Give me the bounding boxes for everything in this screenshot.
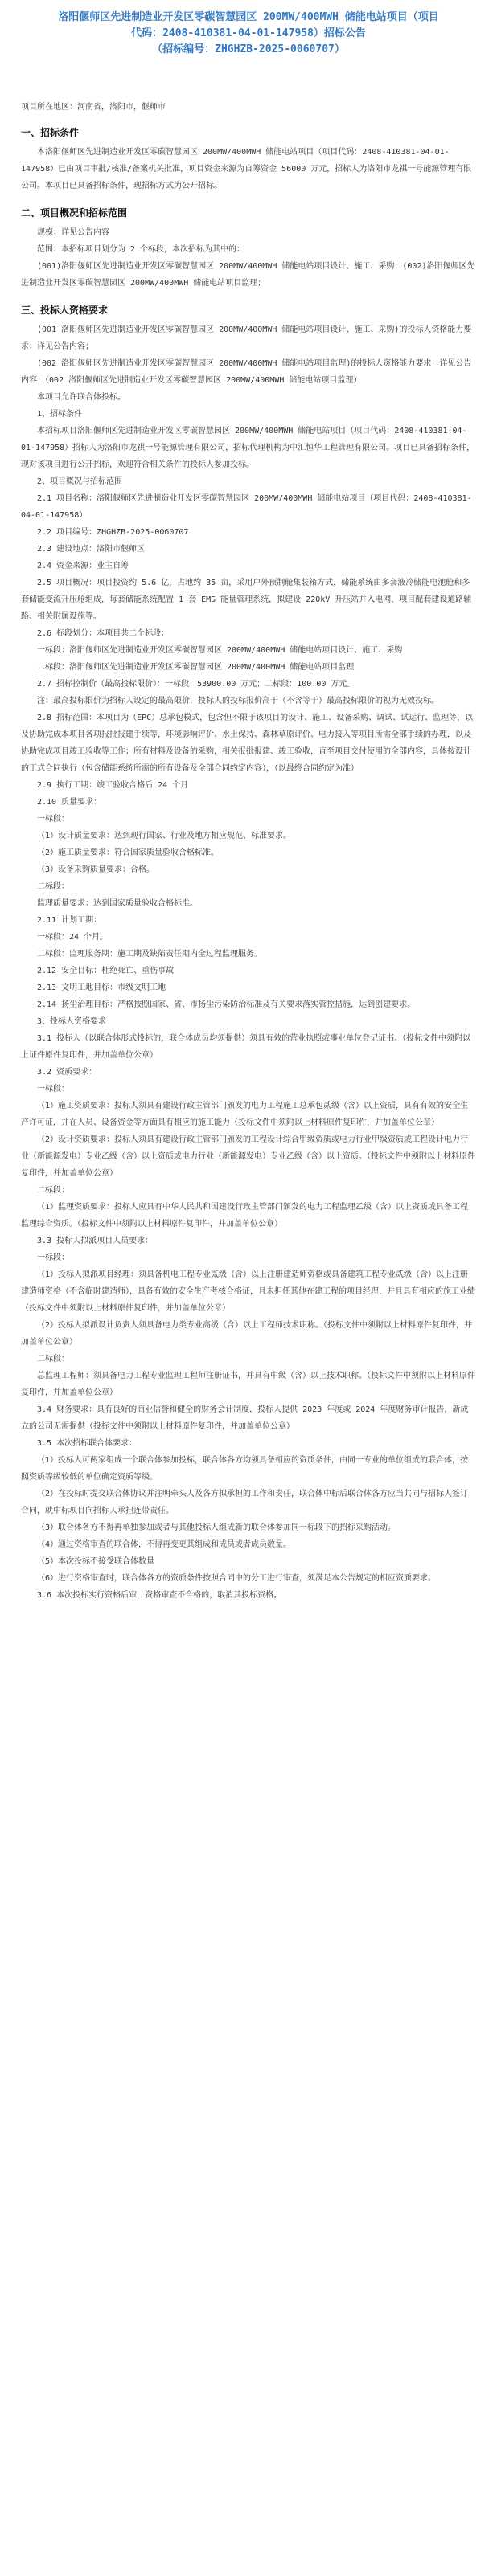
section-paragraph: 3、投标人资格要求	[37, 1017, 107, 1026]
section-paragraph: 3.2 资质要求：	[37, 1068, 97, 1077]
announcement-body	[21, 125, 476, 1604]
section-paragraph: 2.3 建设地点：洛阳市偃师区	[37, 545, 146, 554]
section-paragraph: 1、招标条件	[37, 410, 83, 419]
section-heading: 一、招标条件	[21, 127, 80, 138]
section-paragraph: 3.3 投标人拟派项目人员要求：	[37, 1237, 154, 1245]
project-location	[21, 101, 476, 114]
section-paragraph: （1）投标人可两家组成一个联合体参加投标，联合体各方均须具备相应的资质条件，由同一专业的单位组成的联合体，按照资质等级较低的单位确定资质等级。	[21, 1456, 469, 1482]
section-paragraph: 规模：详见公告内容	[37, 228, 109, 237]
title-line-1: 洛阳偃师区先进制造业开发区零碳智慧园区 200MW/400MWH 储能电站项目（项目	[58, 11, 439, 23]
section-paragraph: 2.12 安全目标：杜绝死亡、重伤事故	[37, 967, 175, 975]
section-paragraph: 2.2 项目编号：ZHGHZB-2025-0060707	[37, 528, 189, 537]
section-paragraph: 3.1 投标人（以联合体形式投标的，联合体成员均须提供）须具有效的营业执照或事业单位登记证书。（投标文件中须附以上证件原件复印件，并加盖单位公章）	[21, 1034, 471, 1060]
section-paragraph: （2）在投标时提交联合体协议并注明牵头人及各方拟承担的工作和责任，联合体中标后联合体各方应当共同与招标人签订合同，就中标项目向招标人承担连带责任。	[21, 1490, 469, 1515]
location-value: 河南省，洛阳市，偃师市	[77, 103, 166, 112]
section-paragraph: 3.6 本次投标实行资格后审，资格审查不合格的，取消其投标资格。	[37, 1591, 282, 1600]
section-heading: 三、投标人资格要求	[21, 305, 109, 316]
section-paragraph: 二标段：	[37, 1355, 69, 1364]
section-paragraph: 本招标项目洛阳偃师区先进制造业开发区零碳智慧园区 200MW/400MWH 储能电站项目（项目代码：2408-410381-04-01-147958）招标人为洛阳市龙祺一号能源管理有限公司，招标代理机构为中汇恒华工程管理有限公司。项目已具备招标条件，现对该项目进行公开招标，欢迎符合相关条件的投标人参加投标。	[21, 427, 475, 469]
section-paragraph: (002 洛阳偃师区先进制造业开发区零碳智慧园区 200MW/400MWH 储能电站项目监理)的投标人资格能力要求：详见公告内容；（002 洛阳偃师区先进制造业开发区零碳智慧园区 200MW/400MWH 储能电站项目监理）	[21, 359, 472, 385]
section-paragraph: 3.5 本次招标联合体要求：	[37, 1439, 138, 1448]
section-paragraph: 2.4 资金来源：业主自筹	[37, 562, 129, 570]
section-paragraph: 2.5 项目概况：项目投资约 5.6 亿，占地约 35 亩，采用户外预制舱集装箱方式，储能系统由多套液冷储能电池舱和多套储能变流升压舱组成，每套储能系统配置 1 套 EMS 能量管理系统，拟建设 220kV 升压站并入电网，项目配套建设道路辅路、相关附属设施等。	[21, 579, 472, 621]
section-paragraph: （6）进行资格审查时，联合体各方的资质条件按照合同中的分工进行审查，须满足本公告规定的相应资质要求。	[37, 1574, 437, 1583]
section-paragraph: （3）设备采购质量要求：合格。	[37, 865, 155, 874]
section-paragraph: 二标段：监理服务期：施工期及缺陷责任期内全过程监理服务。	[37, 950, 262, 959]
section-paragraph: (001)洛阳偃师区先进制造业开发区零碳智慧园区 200MW/400MWH 储能电站项目设计、施工、采购；(002)洛阳偃师区先进制造业开发区零碳智慧园区 200MW/400MWH 储能电站项目监理；	[21, 262, 475, 288]
section-paragraph: （2）投标人拟派设计负责人须具备电力类专业高级（含）以上工程师技术职称。（投标文件中须附以上材料原件复印件，并加盖单位公章）	[21, 1321, 473, 1347]
section-paragraph: 一标段：洛阳偃师区先进制造业开发区零碳智慧园区 200MW/400MWH 储能电站项目设计、施工、采购	[37, 646, 403, 655]
section-paragraph: 3.4 财务要求：具有良好的商业信誉和健全的财务会计制度，投标人提供 2023 年度或 2024 年度财务审计报告，新成立的公司无需提供（投标文件中须附以上材料原件复印件，并加盖单位公章）	[21, 1405, 469, 1431]
section-paragraph: 2、项目概况与招标范围	[37, 477, 123, 486]
section-paragraph: （1）投标人拟派项目经理：须具备机电工程专业贰级（含）以上注册建造师资格或具备建筑工程专业贰级（含）以上注册建造师资格（不含临时建造师），具备有效的安全生产考核合格证，且未担任其他在建工程的项目经理，并且具有相应的施工业绩（投标文件中须附以上材料原件复印件，并加盖单位公章）	[21, 1270, 475, 1313]
section-paragraph: 一标段：24 个月。	[37, 933, 109, 942]
section-paragraph: 2.10 质量要求：	[37, 798, 102, 807]
section-paragraph: （1）施工资质要求：投标人须具有建设行政主管部门颁发的电力工程施工总承包贰级（含）以上资质，具有有效的安全生产许可证，并在人员、设备资金等方面具有相应的施工能力（投标文件中须附以上材料原件复印件，并加盖单位公章）	[21, 1102, 469, 1127]
section-paragraph: （2）施工质量要求：符合国家质量验收合格标准。	[37, 848, 220, 857]
section-paragraph: 2.7 招标控制价（最高投标限价）：一标段：53900.00 万元；二标段：100.00 万元。	[37, 680, 355, 689]
section-paragraph: 注：最高投标限价为招标人设定的最高限价，投标人的投标报价高于（不含等于）最高投标限价的视为无效投标。	[37, 697, 439, 705]
section-paragraph: 2.9 执行工期：竣工验收合格后 24 个月	[37, 781, 189, 790]
section-heading: 二、项目概况和招标范围	[21, 207, 128, 219]
section-paragraph: 二标段：	[37, 882, 69, 891]
section-paragraph: 2.1 项目名称：洛阳偃师区先进制造业开发区零碳智慧园区 200MW/400MWH 储能电站项目（项目代码：2408-410381-04-01-147958）	[21, 494, 472, 520]
section-paragraph: （3）联合体各方不得再单独参加或者与其他投标人组成新的联合体参加同一标段下的招标采购活动。	[37, 1523, 396, 1532]
location-label: 项目所在地区：	[21, 103, 77, 112]
section-paragraph: （2）设计资质要求：投标人须具有建设行政主管部门颁发的工程设计综合甲级资质或电力行业甲级资质或工程设计电力行业（新能源发电）专业乙级（含）以上资质或电力行业（新能源发电）专业乙级（含）以上资质。（投标文件中须附以上材料原件复印件，并加盖单位公章）	[21, 1135, 475, 1178]
section-paragraph: 总监理工程师：须具备电力工程专业监理工程师注册证书，并具有中级（含）以上技术职称。（投标文件中须附以上材料原件复印件，并加盖单位公章）	[21, 1372, 475, 1397]
section-paragraph: 一标段：	[37, 815, 69, 824]
section-paragraph: 范围：本招标项目划分为 2 个标段，本次招标为其中的：	[37, 245, 245, 254]
section-paragraph: 二标段：	[37, 1186, 69, 1195]
section-paragraph: （4）通过资格审查的联合体，不得再变更其组成和成员或者成员数量。	[37, 1540, 292, 1549]
section-paragraph: 二标段：洛阳偃师区先进制造业开发区零碳智慧园区 200MW/400MWH 储能电站项目监理	[37, 663, 355, 672]
section-paragraph: 2.14 扬尘治理目标：严格按照国家、省、市扬尘污染防治标准及有关要求落实管控措施，达到创建要求。	[37, 1000, 416, 1009]
section-paragraph: （5）本次投标不接受联合体数量	[37, 1557, 155, 1566]
section-paragraph: 2.13 文明工地目标：市级文明工地	[37, 983, 166, 992]
title-line-3: （招标编号：ZHGHZB-2025-0060707）	[152, 43, 345, 55]
section-paragraph: (001 洛阳偃师区先进制造业开发区零碳智慧园区 200MW/400MWH 储能电站项目设计、施工、采购)的投标人资格能力要求：详见公告内容；	[21, 325, 472, 351]
announcement-title	[21, 0, 476, 58]
section-paragraph: 监理质量要求：达到国家质量验收合格标准。	[37, 899, 198, 908]
section-paragraph: 本项目允许联合体投标。	[37, 393, 125, 402]
section-paragraph: 本洛阳偃师区先进制造业开发区零碳智慧园区 200MW/400MWH 储能电站项目（项目代码：2408-410381-04-01-147958）已由项目审批/核准/备案机关批准，项目资金来源为自筹资金 56000 万元，招标人为洛阳市龙祺一号能源管理有限公司。本项目已具备招标条件，现招标方式为公开招标。	[21, 148, 472, 190]
section-paragraph: 2.8 招标范围：本项目为（EPC）总承包模式，包含但不限于该项目的设计、施工、设备采购、调试、试运行、监理等，以及协助完成本项目各项报批报建手续等，环境影响评价、水土保持、森林草原评价、电力接入等项目所需全部手续的办理，以及协助完成项目竣工验收等工作；所有材料及设备的采购，相关报批报建、竣工验收，直至项目交付使用的全部内容，具体按设计的正式合同执行（包含储能系统所需的所有设备及全部合同约定内容），（以最终合同约定为准）	[21, 714, 474, 773]
section-paragraph: 2.6 标段划分：本项目共二个标段：	[37, 629, 170, 638]
section-paragraph: 一标段：	[37, 1085, 69, 1094]
section-paragraph: （1）设计质量要求：达到现行国家、行业及地方相应规范、标准要求。	[37, 832, 292, 840]
section-paragraph: 2.11 计划工期：	[37, 916, 102, 925]
title-line-2: 代码：2408-410381-04-01-147958）招标公告	[131, 27, 366, 39]
section-paragraph: （1）监理资质要求：投标人应具有中华人民共和国建设行政主管部门颁发的电力工程监理乙级（含）以上资质或具备工程监理综合资质。（投标文件中须附以上材料原件复印件，并加盖单位公章）	[21, 1203, 469, 1229]
section-paragraph: 一标段：	[37, 1253, 69, 1262]
